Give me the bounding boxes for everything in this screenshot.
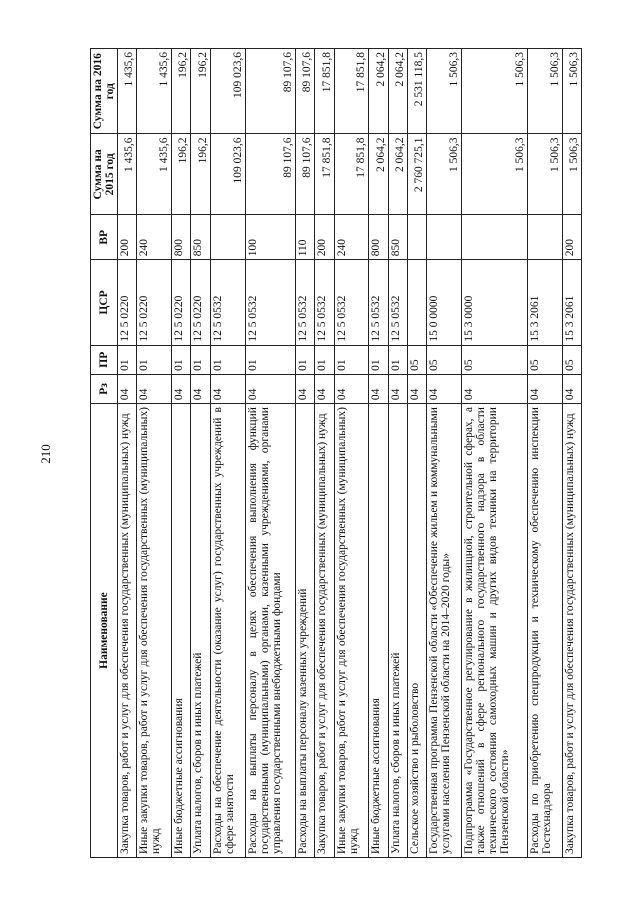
- cell-s2016: 1 506,3: [462, 49, 528, 134]
- cell-pr: 01: [315, 345, 334, 374]
- cell-name: Уплата налогов, сборов и иных платежей: [388, 404, 407, 858]
- cell-csr: 12 5 0220: [172, 260, 191, 345]
- cell-vr: 100: [245, 215, 295, 260]
- cell-s2015: 1 435,6: [118, 134, 137, 215]
- cell-vr: [462, 215, 528, 260]
- cell-rz: 04: [191, 374, 210, 403]
- cell-s2016: 1 506,3: [427, 49, 462, 134]
- cell-s2016: 2 064,2: [388, 49, 407, 134]
- cell-csr: 12 5 0532: [388, 260, 407, 345]
- table-row: [427, 49, 462, 858]
- cell-vr: [527, 215, 562, 260]
- cell-pr: 01: [369, 345, 388, 374]
- cell-s2016: 1 506,3: [562, 49, 581, 134]
- cell-pr: 05: [527, 345, 562, 374]
- cell-s2015: 2 064,2: [388, 134, 407, 215]
- cell-vr: 850: [388, 215, 407, 260]
- cell-pr: 01: [118, 345, 137, 374]
- cell-pr: 05: [407, 345, 426, 374]
- col-header-sum2016: Сумма на 2016 год: [91, 49, 118, 134]
- cell-vr: [407, 215, 426, 260]
- cell-vr: 110: [295, 215, 314, 260]
- cell-rz: 04: [427, 374, 462, 403]
- cell-s2015: 2 064,2: [369, 134, 388, 215]
- table-row: [191, 49, 210, 858]
- table-row: [369, 49, 388, 858]
- col-header-pr: ПР: [91, 345, 118, 374]
- cell-rz: 04: [118, 374, 137, 403]
- cell-csr: 15 0 0000: [427, 260, 462, 345]
- cell-s2016: 1 435,6: [137, 49, 172, 134]
- cell-pr: 01: [191, 345, 210, 374]
- cell-vr: 800: [172, 215, 191, 260]
- cell-name: Закупка товаров, работ и услуг для обеспечения государственных (муниципальных) нужд: [562, 404, 581, 858]
- table-row: [137, 49, 172, 858]
- cell-s2016: 89 107,6: [245, 49, 295, 134]
- cell-s2015: 89 107,6: [245, 134, 295, 215]
- cell-s2015: 109 023,6: [210, 134, 245, 215]
- cell-rz: 04: [295, 374, 314, 403]
- cell-name: Подпрограмма «Государственное регулирование в жилищной, строительной сферах, а также отношений в сфере регионального государственного надзора в области технического состояния самоходных машин и других видов техники на территории Пензенской области»: [462, 404, 528, 858]
- cell-name: Уплата налогов, сборов и иных платежей: [191, 404, 210, 858]
- table-row: [210, 49, 245, 858]
- cell-s2016: 2 064,2: [369, 49, 388, 134]
- budget-table-rotated: [90, 48, 582, 858]
- table-row: [295, 49, 314, 858]
- cell-rz: 04: [172, 374, 191, 403]
- cell-name: Государственная программа Пензенской области «Обеспечение жильем и коммунальными услугами населения Пензенской области на 2014–2020 годы»: [427, 404, 462, 858]
- cell-csr: 12 5 0532: [315, 260, 334, 345]
- cell-pr: 01: [295, 345, 314, 374]
- cell-s2016: 17 851,8: [334, 49, 369, 134]
- cell-vr: [427, 215, 462, 260]
- cell-vr: 800: [369, 215, 388, 260]
- cell-name: Иные бюджетные ассигнования: [172, 404, 191, 858]
- cell-vr: 200: [118, 215, 137, 260]
- cell-csr: [407, 260, 426, 345]
- cell-csr: 12 5 0532: [369, 260, 388, 345]
- cell-pr: 01: [245, 345, 295, 374]
- cell-rz: 04: [245, 374, 295, 403]
- col-header-sum2015: Сумма на 2015 год: [91, 134, 118, 215]
- table-row: [462, 49, 528, 858]
- cell-csr: 12 5 0220: [118, 260, 137, 345]
- cell-vr: 850: [191, 215, 210, 260]
- table-row: [245, 49, 295, 858]
- cell-s2015: 17 851,8: [334, 134, 369, 215]
- cell-csr: 15 3 0000: [462, 260, 528, 345]
- page-number: 210: [38, 444, 53, 464]
- cell-csr: 15 3 2061: [527, 260, 562, 345]
- cell-s2016: 17 851,8: [315, 49, 334, 134]
- cell-s2015: 1 506,3: [562, 134, 581, 215]
- cell-s2016: 109 023,6: [210, 49, 245, 134]
- cell-s2016: 196,2: [191, 49, 210, 134]
- cell-pr: 05: [562, 345, 581, 374]
- cell-s2015: 1 435,6: [137, 134, 172, 215]
- cell-vr: 240: [137, 215, 172, 260]
- cell-name: Расходы по приобретению спецпродукции и техническому обеспечению инспекции Гостехнадзора: [527, 404, 562, 858]
- table-header-row: [91, 49, 118, 858]
- table-row: [118, 49, 137, 858]
- cell-vr: 240: [334, 215, 369, 260]
- cell-name: Закупка товаров, работ и услуг для обеспечения государственных (муниципальных) нужд: [315, 404, 334, 858]
- cell-name: Иные закупки товаров, работ и услуг для обеспечения государственных (муниципальных) нужд: [137, 404, 172, 858]
- cell-name: Закупка товаров, работ и услуг для обеспечения государственных (муниципальных) нужд: [118, 404, 137, 858]
- cell-name: Сельское хозяйство и рыболовство: [407, 404, 426, 858]
- cell-s2016: 1 435,6: [118, 49, 137, 134]
- cell-s2015: 2 760 725,1: [407, 134, 426, 215]
- col-header-csr: ЦСР: [91, 260, 118, 345]
- cell-rz: 04: [388, 374, 407, 403]
- cell-csr: 12 5 0532: [295, 260, 314, 345]
- cell-vr: [210, 215, 245, 260]
- table-row: [172, 49, 191, 858]
- cell-csr: 12 5 0532: [210, 260, 245, 345]
- cell-s2015: 1 506,3: [527, 134, 562, 215]
- cell-csr: 12 5 0532: [334, 260, 369, 345]
- cell-rz: 04: [369, 374, 388, 403]
- cell-s2015: 1 506,3: [462, 134, 528, 215]
- cell-pr: 01: [137, 345, 172, 374]
- cell-rz: 04: [315, 374, 334, 403]
- cell-name: Иные закупки товаров, работ и услуг для обеспечения государственных (муниципальных) нужд: [334, 404, 369, 858]
- cell-csr: 12 5 0220: [191, 260, 210, 345]
- cell-s2015: 17 851,8: [315, 134, 334, 215]
- cell-pr: 05: [462, 345, 528, 374]
- cell-pr: 05: [427, 345, 462, 374]
- cell-vr: 200: [562, 215, 581, 260]
- cell-s2016: 196,2: [172, 49, 191, 134]
- cell-pr: 01: [334, 345, 369, 374]
- cell-rz: 04: [527, 374, 562, 403]
- cell-rz: 04: [407, 374, 426, 403]
- col-header-rz: Рз: [91, 374, 118, 403]
- cell-s2016: 1 506,3: [527, 49, 562, 134]
- cell-csr: 12 5 0220: [137, 260, 172, 345]
- table-body: [118, 49, 582, 858]
- budget-table: [90, 48, 582, 858]
- cell-s2015: 196,2: [191, 134, 210, 215]
- cell-name: Иные бюджетные ассигнования: [369, 404, 388, 858]
- table-row: [527, 49, 562, 858]
- cell-csr: 15 3 2061: [562, 260, 581, 345]
- cell-name: Расходы на выплаты персоналу в целях обеспечения выполнения функций государственными (муниципальными) органами, казенными учреждениями, органами управления государственными внебюджетными фондами: [245, 404, 295, 858]
- cell-rz: 04: [334, 374, 369, 403]
- cell-rz: 04: [137, 374, 172, 403]
- cell-s2016: 2 531 118,5: [407, 49, 426, 134]
- col-header-vr: ВР: [91, 215, 118, 260]
- cell-vr: 200: [315, 215, 334, 260]
- cell-s2016: 89 107,6: [295, 49, 314, 134]
- cell-s2015: 89 107,6: [295, 134, 314, 215]
- cell-name: Расходы на выплаты персоналу казенных учреждений: [295, 404, 314, 858]
- cell-rz: 04: [562, 374, 581, 403]
- cell-rz: 04: [462, 374, 528, 403]
- cell-s2015: 1 506,3: [427, 134, 462, 215]
- cell-csr: 12 5 0532: [245, 260, 295, 345]
- cell-s2015: 196,2: [172, 134, 191, 215]
- table-row: [562, 49, 581, 858]
- table-row: [315, 49, 334, 858]
- table-row: [388, 49, 407, 858]
- table-row: [334, 49, 369, 858]
- cell-name: Расходы на обеспечение деятельности (оказание услуг) государственных учреждений в сфере занятости: [210, 404, 245, 858]
- col-header-name: Наименование: [91, 404, 118, 858]
- cell-pr: 01: [172, 345, 191, 374]
- cell-pr: 01: [388, 345, 407, 374]
- cell-rz: 04: [210, 374, 245, 403]
- cell-pr: 01: [210, 345, 245, 374]
- table-row: [407, 49, 426, 858]
